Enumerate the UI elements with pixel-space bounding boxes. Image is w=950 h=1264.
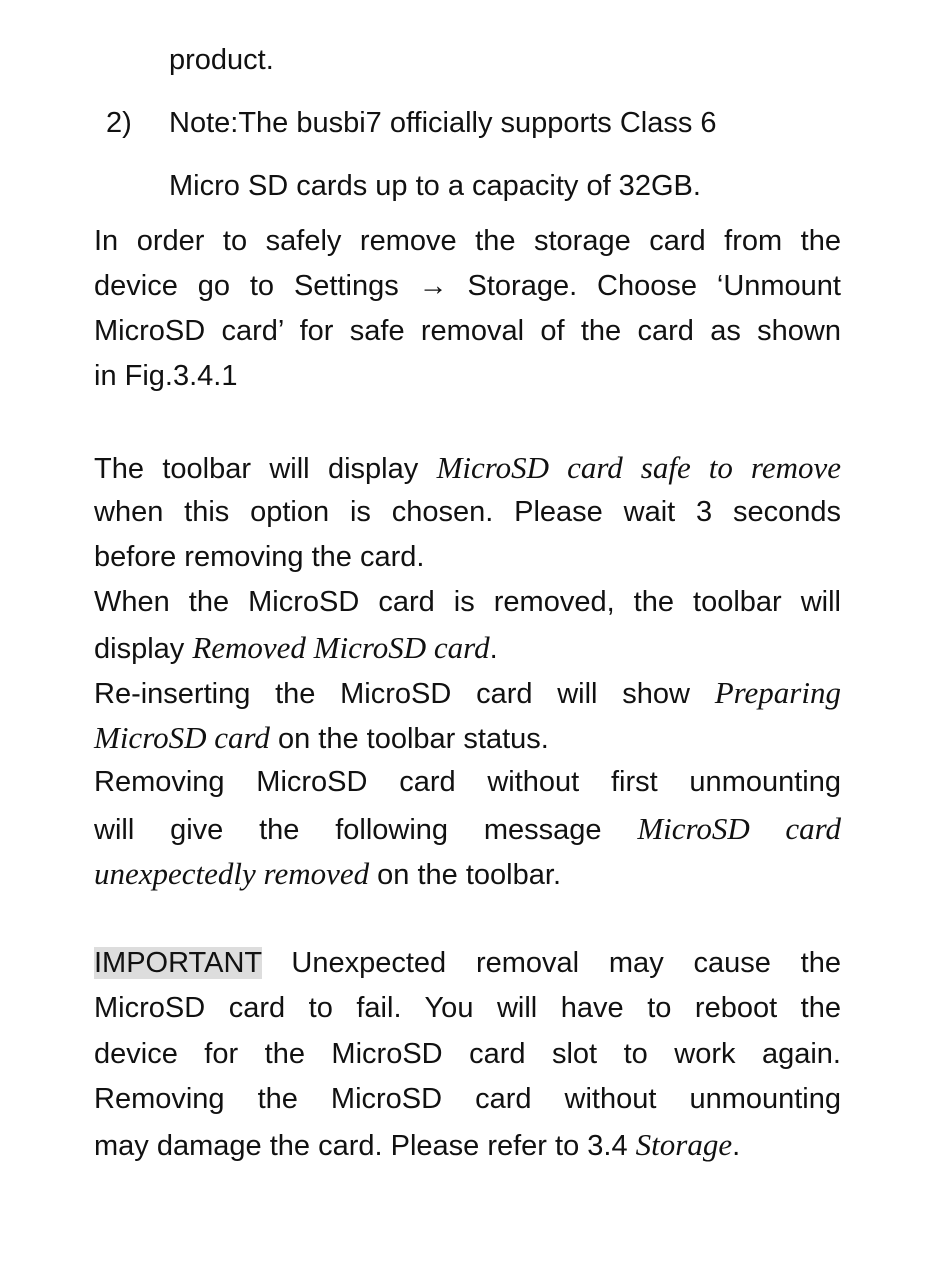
italic-term: MicroSD card <box>637 811 841 846</box>
paragraph-line <box>94 851 841 896</box>
text-span: on the toolbar. <box>369 859 561 891</box>
text-span: on the toolbar status. <box>269 723 549 755</box>
text-span: display <box>94 633 193 665</box>
text-span: Unexpected removal may cause the <box>261 947 841 979</box>
paragraph-line: when this option is chosen. Please wait 3 seconds <box>94 496 841 528</box>
paragraph-line: MicroSD card to fail. You will have to reboot the <box>94 992 841 1024</box>
italic-term: Storage <box>635 1127 733 1162</box>
text-span: Storage. Choose ‘Unmount <box>447 270 841 302</box>
text-span: . <box>489 633 498 665</box>
italic-term: MicroSD card <box>94 720 270 755</box>
text-span: will give the following message <box>94 814 638 846</box>
paragraph-line <box>94 670 841 715</box>
paragraph-line: MicroSD card’ for safe removal of the card as shown <box>94 315 841 347</box>
text-span: The toolbar will display <box>94 453 437 485</box>
paragraph-line: before removing the card. <box>94 541 425 573</box>
paragraph-line: Removing MicroSD card without first unmounting <box>94 766 841 798</box>
list-item-text-line: Note:The busbi7 officially supports Class 6 <box>169 107 717 139</box>
italic-term: Preparing <box>714 675 841 710</box>
italic-term: MicroSD card safe to remove <box>436 450 841 485</box>
paragraph-line: in Fig.3.4.1 <box>94 360 238 392</box>
important-label: IMPORTANT <box>94 947 262 979</box>
paragraph-line <box>94 445 841 490</box>
paragraph-line: Removing the MicroSD card without unmounting <box>94 1083 841 1115</box>
list-item-number: 2) <box>106 107 132 139</box>
paragraph-line <box>94 715 841 760</box>
italic-term: Removed MicroSD card <box>192 630 490 665</box>
italic-term: unexpectedly removed <box>94 856 370 891</box>
list-item-text-line: Micro SD cards up to a capacity of 32GB. <box>169 170 701 202</box>
text-span: may damage the card. Please refer to 3.4 <box>94 1130 636 1162</box>
text-span: device go to Settings <box>94 270 419 302</box>
paragraph-line <box>94 806 841 851</box>
paragraph-line: When the MicroSD card is removed, the toolbar will <box>94 586 841 618</box>
paragraph-line: device for the MicroSD card slot to work again. <box>94 1038 841 1070</box>
arrow-right-icon: → <box>418 270 448 302</box>
list-continuation-line: product. <box>169 44 274 76</box>
paragraph-line <box>94 264 841 309</box>
paragraph-line: In order to safely remove the storage card from the <box>94 225 841 257</box>
paragraph-line <box>94 625 841 670</box>
paragraph-line <box>94 1122 841 1167</box>
text-span: Re-inserting the MicroSD card will show <box>94 678 715 710</box>
paragraph-line <box>94 941 841 986</box>
text-span: . <box>732 1130 741 1162</box>
